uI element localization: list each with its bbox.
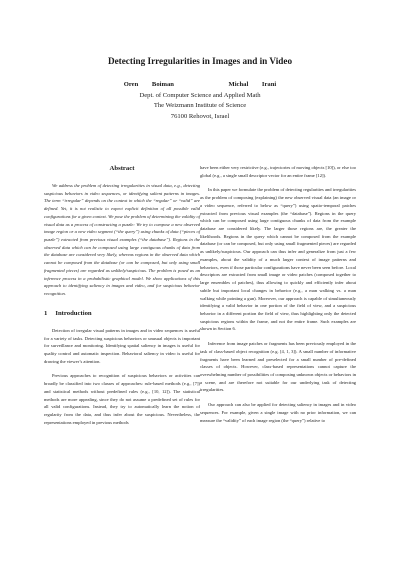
affiliation-dept: Dept. of Computer Science and Applied Math: [139, 91, 261, 99]
author-block: [0, 80, 400, 122]
right-paragraph-continued: have been either very restrictive (e.g., trajectories of moving objects [10]), or else too global (e.g., a single small descriptor vector for an entire frame [12]).: [200, 165, 356, 178]
intro-section-number: 1: [44, 309, 48, 317]
right-column: [200, 164, 356, 424]
paper-title: Detecting Irregularities in Images and in Video: [107, 56, 293, 66]
author-names: Oren Boiman Michal Irani: [123, 81, 277, 88]
intro-paragraph-2: Previous approaches to recognition of suspicious behaviors or activities can broadly be classified into two classes of approaches: rule-based methods (e.g., [7]) and statistical methods without predefined rules (e.g., [10, 12]). The statistical methods are more appealing, since they do not assume a predefined set of rules for all valid configurations. Instead, they try to automatically learn the notion of regularity from the data, and thus infer about the suspicious. Nevertheless, the representations employed in previous methods: [44, 373, 200, 425]
right-paragraph-2: Inference from image patches or fragments has been previously employed in the task of class-based object recognition (e.g. [4, 1, 3]). A small number of informative fragments have been learned and preselected for a small number of pre-defined classes of objects. However, class-based representations cannot capture the overwhelming number of possibilities of composing unknown objects or behaviors in a scene, and are therefore not suitable for our underlying task of detecting irregularities.: [200, 341, 356, 393]
abstract-text: We address the problem of detecting irregularities in visual data, e.g., detecting suspicious behaviors in video sequences, or identifying salient patterns in images. The term “irregular” depends on the context in which the “regular” or “valid” are defined. Yet, it is not realistic to expect explicit definition of all possible valid configurations for a given context. We pose the problem of determining the validity of visual data as a process of constructing a puzzle: We try to compose a new observed image region or a new video segment (“the query”) using chunks of data (“pieces of puzzle”) extracted from previous visual examples (“the database”). Regions in the observed data which can be composed using large contiguous chunks of data from the database are considered very likely, whereas regions in the observed data which cannot be composed from the database (or can be composed, but only using small fragmented pieces) are regarded as unlikely/suspicious. The problem is posed as an inference process in a probabilistic graphical model. We show applications of this approach to identifying saliency in images and video, and for suspicious behavior recognition.: [44, 183, 200, 297]
affiliation-institute: The Weizmann Institute of Science: [153, 102, 247, 110]
right-paragraph-1: In this paper we formulate the problem of detecting regularities and irregularities as the problem of composing (explaining) the new observed visual data (an image or a video sequence, referred to below as “query”) using spatio-temporal patches extracted from previous visual examples (the “database”). Regions in the query which can be composed using large contiguous chunks of data from the example database are considered likely. The larger those regions are, the greater the likelihoods. Regions in the query which cannot be composed from the example database (or can be composed, but only using small fragmented pieces) are regarded as unlikely/suspicious. Our approach can thus infer and generalize from just a few examples, about the validity of a much larger context of image patterns and behaviors, even if those particular configurations have never been seen before. Local descriptors are extracted from small image or video patches (composed together to large ensembles of patches), thus allowing to quickly and efficiently infer about subtle but important local changes in behavior (e.g., a man walking vs. a man walking while pointing a gun). Moreover, our approach is capable of simultaneously identifying a valid behavior in one portion of the field of view, and a suspicious behavior in a different portion the field of view, thus highlighting only the detected suspicious regions within the frame, and not the entire frame. Such examples are shown in Section 6.: [200, 187, 356, 332]
intro-heading: [44, 310, 200, 318]
intro-section-title: Introduction: [55, 309, 92, 317]
abstract-heading: Abstract: [109, 165, 135, 172]
affiliation-address: 76100 Rehovot, Israel: [170, 112, 230, 120]
left-column: [44, 165, 200, 426]
right-paragraph-3: Our approach can also be applied for detecting saliency in images and in video sequences. For example, given a single image with no prior information, we can measure the “validity” of each image region (the “query”) relative to: [200, 402, 356, 423]
intro-paragraph-1: Detection of irregular visual patterns in images and in video sequences is useful for a variety of tasks. Detecting suspicious behaviors or unusual objects is important for surveillance and monitoring. Identifying spatial saliency in images is useful for quality control and automatic inspection. Behavioral saliency in video is useful for drawing the viewer’s attention.: [44, 327, 200, 364]
